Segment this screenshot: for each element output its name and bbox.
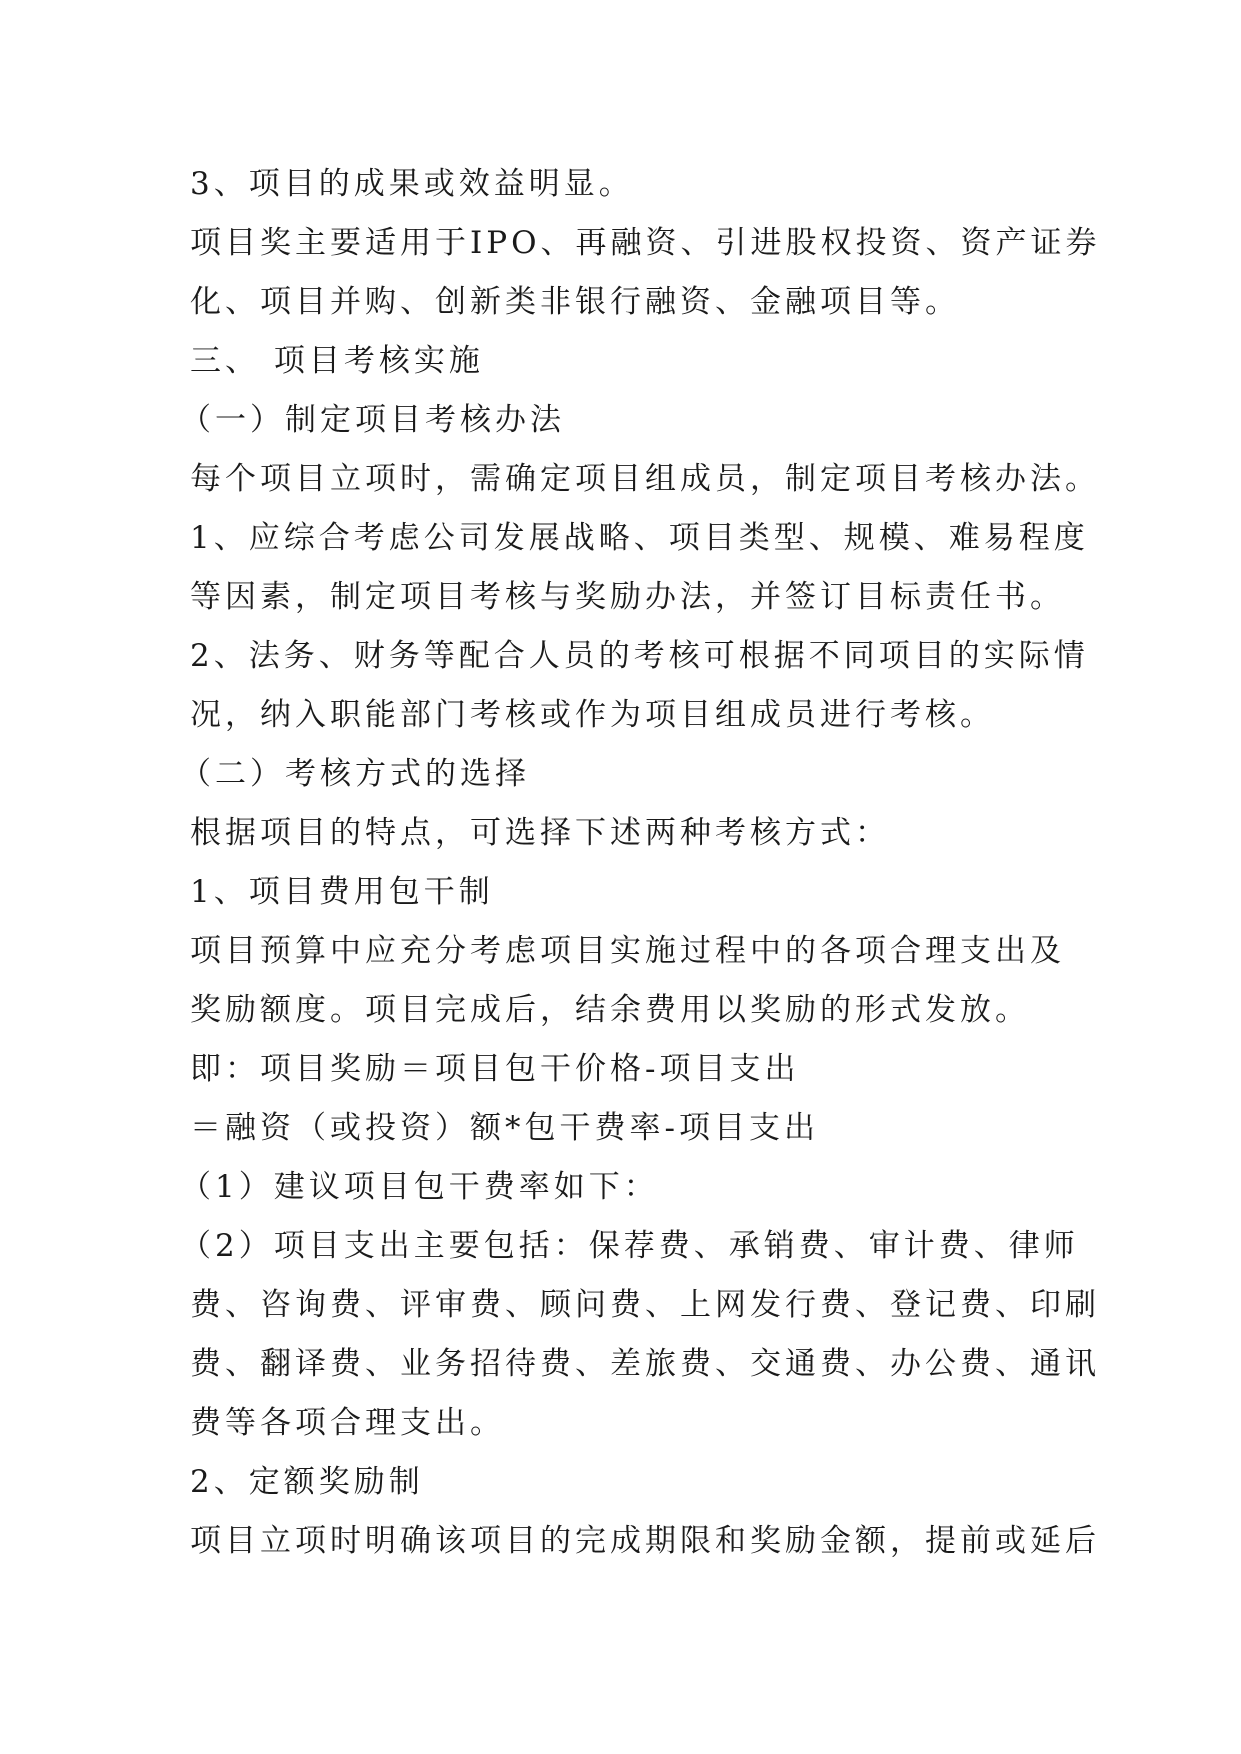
formula-line: 即：项目奖励＝项目包干价格-项目支出 xyxy=(190,1051,800,1087)
text-line: 况，纳入职能部门考核或作为项目组成员进行考核。 xyxy=(190,697,995,733)
text-line: （2）项目支出主要包括：保荐费、承销费、审计费、律师 xyxy=(180,1228,1079,1264)
text-line: 费、翻译费、业务招待费、差旅费、交通费、办公费、通讯 xyxy=(190,1346,1100,1382)
text-line: 1、项目费用包干制 xyxy=(190,874,494,910)
text-line: 费等各项合理支出。 xyxy=(190,1405,505,1441)
formula-line: ＝融资（或投资）额*包干费率-项目支出 xyxy=(190,1110,819,1146)
text-line: 项目奖主要适用于IPO、再融资、引进股权投资、资产证券 xyxy=(190,225,1101,261)
section-heading: 三、 项目考核实施 xyxy=(190,343,484,379)
text-line: 等因素，制定项目考核与奖励办法，并签订目标责任书。 xyxy=(190,579,1065,615)
text-line: 每个项目立项时，需确定项目组成员，制定项目考核办法。 xyxy=(190,461,1100,497)
text-line: 项目预算中应充分考虑项目实施过程中的各项合理支出及 xyxy=(190,933,1065,969)
text-line: 2、法务、财务等配合人员的考核可根据不同项目的实际情 xyxy=(190,638,1089,674)
text-line: 项目立项时明确该项目的完成期限和奖励金额，提前或延后 xyxy=(190,1523,1100,1559)
text-line: 奖励额度。项目完成后，结余费用以奖励的形式发放。 xyxy=(190,992,1030,1028)
text-line: 根据项目的特点，可选择下述两种考核方式： xyxy=(190,815,890,851)
text-line: 1、应综合考虑公司发展战略、项目类型、规模、难易程度 xyxy=(190,520,1089,556)
subsection-heading: （一）制定项目考核办法 xyxy=(180,402,565,438)
text-line: 3、项目的成果或效益明显。 xyxy=(190,166,634,202)
text-line: 化、项目并购、创新类非银行融资、金融项目等。 xyxy=(190,284,960,320)
text-line: 费、咨询费、评审费、顾问费、上网发行费、登记费、印刷 xyxy=(190,1287,1100,1323)
text-line: （1）建议项目包干费率如下： xyxy=(180,1169,659,1205)
text-line: 2、定额奖励制 xyxy=(190,1464,424,1500)
document-body xyxy=(180,155,1101,1571)
subsection-heading: （二）考核方式的选择 xyxy=(180,756,530,792)
